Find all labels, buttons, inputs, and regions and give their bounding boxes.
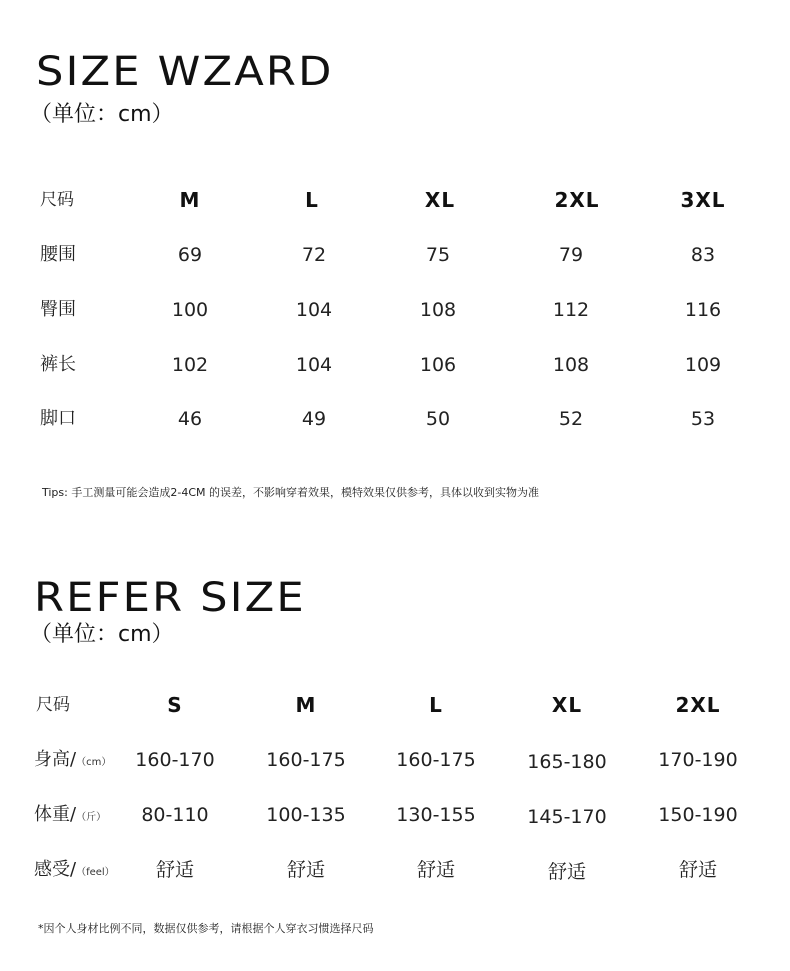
table-cell: 83 [690,244,716,266]
table-cell: 75 [425,244,451,266]
table-cell: 舒适 [286,859,326,881]
size-header-cell: 3XL [680,188,726,212]
table-row [0,350,790,380]
row-label-hip: 臀围 [40,299,76,320]
table-cell: 116 [684,299,722,321]
table-cell: 108 [419,299,457,321]
table-cell: 69 [177,244,203,266]
table-row [0,295,790,325]
table-row [0,855,790,885]
table-cell: 160-175 [266,749,346,771]
table-cell: 72 [301,244,327,266]
row-label-length: 裤长 [40,354,76,375]
size-header-cell: 2XL [675,693,721,717]
footnote-text: *因个人身材比例不同，数据仅供参考，请根据个人穿衣习惯选择尺码 [38,922,374,935]
table-cell: 52 [558,408,584,430]
row-label-weight [34,800,106,830]
refer-size-title: REFER SIZE [34,575,306,621]
row-label-feel [34,855,115,885]
size-header-cell: M [179,188,201,212]
size-header-cell: S [167,693,183,717]
tips-text: Tips: 手工测量可能会造成2-4CM 的误差，不影响穿着效果，模特效果仅供参考，具体以收到实物为准 [42,486,539,499]
table-row [0,745,790,775]
row-unit: （feel） [76,867,115,878]
table-row [0,404,790,434]
table-cell: 80-110 [141,804,209,826]
table-cell: 160-170 [135,749,215,771]
size-wizard-header-row [0,185,790,215]
table-cell: 舒适 [678,859,718,881]
row-label-leg-opening: 脚口 [40,408,76,429]
table-cell: 165-180 [527,751,607,773]
size-header-cell: 2XL [554,188,600,212]
refer-size-header-row [0,690,790,720]
table-cell: 50 [425,408,451,430]
row-unit: （cm） [76,757,112,768]
table-cell: 舒适 [416,859,456,881]
size-wizard-title: SIZE WZARD [36,49,334,95]
table-cell: 100-135 [266,804,346,826]
table-cell: 106 [419,354,457,376]
table-row [0,800,790,830]
table-cell: 150-190 [658,804,738,826]
table-cell: 79 [558,244,584,266]
table-row [0,240,790,270]
row-label-waist: 腰围 [40,244,76,265]
table-cell: 100 [171,299,209,321]
table-cell: 112 [552,299,590,321]
table-cell: 130-155 [396,804,476,826]
size-header-cell: M [295,693,317,717]
size-header-cell: XL [551,693,583,717]
refer-size-unit: （单位：cm） [30,622,174,647]
table-cell: 170-190 [658,749,738,771]
row-unit: （斤） [76,812,107,823]
size-header-cell: L [429,693,443,717]
table-cell: 108 [552,354,590,376]
size-header-cell: XL [424,188,456,212]
row-label-text: 身高/ [34,749,77,770]
table-cell: 160-175 [396,749,476,771]
table-cell: 53 [690,408,716,430]
table-cell: 104 [295,299,333,321]
refer-size-header-label: 尺码 [36,695,70,715]
row-label-text: 体重/ [34,804,77,825]
size-wizard-unit: （单位：cm） [30,102,174,127]
table-cell: 109 [684,354,722,376]
size-header-cell: L [305,188,319,212]
size-wizard-header-label: 尺码 [40,190,74,210]
table-cell: 102 [171,354,209,376]
table-cell: 104 [295,354,333,376]
row-label-height [34,745,111,775]
table-cell: 145-170 [527,806,607,828]
row-label-text: 感受/ [34,859,77,880]
table-cell: 舒适 [155,859,195,881]
table-cell: 舒适 [547,861,587,883]
table-cell: 46 [177,408,203,430]
table-cell: 49 [301,408,327,430]
